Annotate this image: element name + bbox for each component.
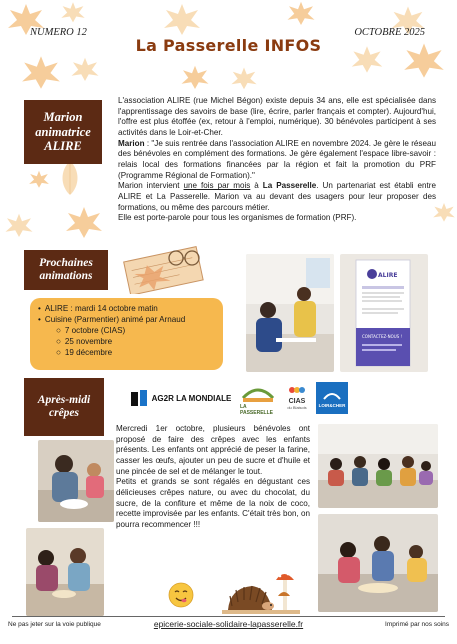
autumn-leaf-icon bbox=[60, 0, 86, 24]
text-span: . Un partenariat est établi entre ALIRE et La Passerelle. Marion va au devant des usagers pour leur proposer des formations, ou même des parcours métier. bbox=[118, 181, 436, 212]
loir-et-cher-mark-icon bbox=[322, 389, 342, 403]
marion-quote-text: : "Je suis rentrée dans l'association ALIRE en novembre 2024. Je gère le réseau des bénévoles en complément des formations. Je gère également l'espace libre-savoir : relais local des formations financées par la région et fait la promotion du PRF (Programme Régional de Formation)." bbox=[118, 138, 436, 180]
photo-group-table bbox=[318, 424, 438, 508]
cias-logo bbox=[282, 382, 312, 414]
text-span: Marion intervient bbox=[118, 181, 184, 191]
marion-role: Elle est porte-parole pour tous les organismes de formation (PRF). bbox=[118, 213, 357, 223]
banner-line: animations bbox=[39, 270, 93, 282]
autumn-leaf-icon bbox=[180, 64, 210, 90]
poster-contact: CONTACTEZ-NOUS ! bbox=[362, 334, 403, 339]
crepes-tasting: Petits et grands se sont régalés en dégustant ces délicieuses crêpes nature, ou avec du chocolat, du sucre, de la confiture et même de la noix de coco, recette improvisée par les enfants. C'était très bon, on pourra recommencer !!! bbox=[116, 477, 310, 530]
frequency-underlined: une fois par mois bbox=[183, 181, 251, 191]
autumn-leaf-icon bbox=[230, 66, 258, 90]
bullet-icon: • bbox=[38, 304, 41, 313]
section-banner-animations bbox=[24, 250, 108, 290]
ag2r-mark-icon bbox=[129, 388, 149, 408]
photo-marion-meeting bbox=[246, 254, 334, 372]
passerelle-name: La Passerelle bbox=[262, 181, 317, 191]
loir-et-cher-logo bbox=[316, 382, 348, 414]
passerelle-bridge-icon bbox=[241, 380, 275, 404]
event-date: 7 octobre (CIAS) bbox=[64, 325, 126, 335]
banner-line: ALIRE bbox=[44, 139, 82, 154]
banner-line: animatrice bbox=[35, 124, 91, 139]
passerelle-logo bbox=[240, 380, 276, 416]
footer-printed: Imprimé par nos soins bbox=[385, 621, 449, 628]
issue-date: OCTOBRE 2025 bbox=[354, 27, 425, 38]
autumn-leaf-icon bbox=[160, 2, 204, 36]
event-date: 19 décembre bbox=[64, 347, 113, 357]
footer-disclaimer: Ne pas jeter sur la voie publique bbox=[8, 621, 101, 628]
event-date: 25 novembre bbox=[64, 336, 113, 346]
loir-et-cher-label: LOIR&CHER bbox=[318, 402, 346, 408]
banner-line: Marion bbox=[43, 110, 83, 125]
banner-line: Prochaines bbox=[39, 256, 93, 269]
cias-sublabel: du Blaisois bbox=[287, 405, 307, 410]
autumn-leaf-icon bbox=[4, 210, 34, 240]
circle-bullet-icon: ○ bbox=[56, 347, 61, 357]
photo-kids-cooking bbox=[26, 528, 104, 616]
yummy-face-icon bbox=[168, 582, 194, 608]
upcoming-events-box bbox=[30, 298, 223, 370]
banner-line: Après-midi bbox=[37, 393, 91, 406]
event-subitem bbox=[38, 326, 215, 337]
recipe-glasses-illustration bbox=[118, 244, 208, 294]
poster-brand: ALIRE bbox=[378, 272, 398, 279]
marion-name: Marion bbox=[118, 138, 145, 148]
marion-partnership bbox=[118, 181, 436, 213]
circle-bullet-icon: ○ bbox=[56, 336, 61, 346]
autumn-leaf-icon bbox=[20, 54, 62, 90]
cias-people-icon bbox=[287, 386, 307, 398]
crepes-article bbox=[116, 424, 310, 531]
autumn-leaf-icon bbox=[70, 56, 100, 82]
autumn-leaf-icon bbox=[58, 160, 82, 196]
bullet-icon: • bbox=[38, 314, 41, 324]
crepes-intro: Mercredi 1er octobre, plusieurs bénévoles ont proposé de faire des crêpes avec les enfants présents. Les enfants ont apprécié de peser la farine, casser les œufs, ajouter un peu de sucre et d'huile et une pincée de sel et de mélanger le tout. bbox=[116, 424, 310, 476]
photo-eating-crepes bbox=[318, 514, 438, 612]
event-text: Cuisine (Parmentier) animé par Arnaud bbox=[44, 314, 186, 324]
website-link[interactable]: epicerie-sociale-solidaire-lapasserelle.fr bbox=[153, 619, 304, 629]
section-banner-marion bbox=[24, 100, 102, 164]
passerelle-logo-label: LA PASSERELLE bbox=[240, 404, 273, 416]
section-banner-crepes bbox=[24, 378, 104, 436]
photo-alire-poster bbox=[340, 254, 428, 372]
circle-bullet-icon: ○ bbox=[56, 325, 61, 335]
event-subitem bbox=[38, 337, 215, 348]
newsletter-title: La Passerelle INFOS bbox=[135, 36, 322, 55]
alire-article bbox=[118, 96, 436, 224]
event-item bbox=[38, 304, 215, 315]
footer-divider bbox=[12, 616, 445, 617]
alire-intro: L'association ALIRE (rue Michel Bégon) existe depuis 34 ans, elle est spécialisée dans l'apprentissage des savoirs de base (lire, écrire, parler français et compter). Aujourd'hui, l'offre est plus étoffée (ex, retour à l'emploi, numérique). 30 bénévoles participent à ses activités dans le Loir-et-Cher. bbox=[118, 96, 436, 138]
cias-label: CIAS bbox=[288, 398, 306, 405]
photo-crepe-batter bbox=[38, 440, 114, 522]
autumn-leaf-icon bbox=[28, 168, 50, 190]
banner-line: crêpes bbox=[48, 407, 79, 419]
ag2r-label: AG2R LA MONDIALE bbox=[151, 393, 232, 403]
autumn-leaf-icon bbox=[64, 204, 104, 240]
event-subitem bbox=[38, 348, 215, 359]
event-item bbox=[38, 315, 215, 326]
marion-quote bbox=[118, 139, 436, 182]
ag2r-logo bbox=[128, 386, 232, 410]
event-text: ALIRE : mardi 14 octobre matin bbox=[44, 304, 158, 313]
autumn-leaf-icon bbox=[286, 0, 316, 26]
hedgehog-mushroom-icon bbox=[222, 566, 300, 616]
text-span: à bbox=[250, 181, 263, 191]
issue-number: NUMERO 12 bbox=[30, 27, 87, 38]
